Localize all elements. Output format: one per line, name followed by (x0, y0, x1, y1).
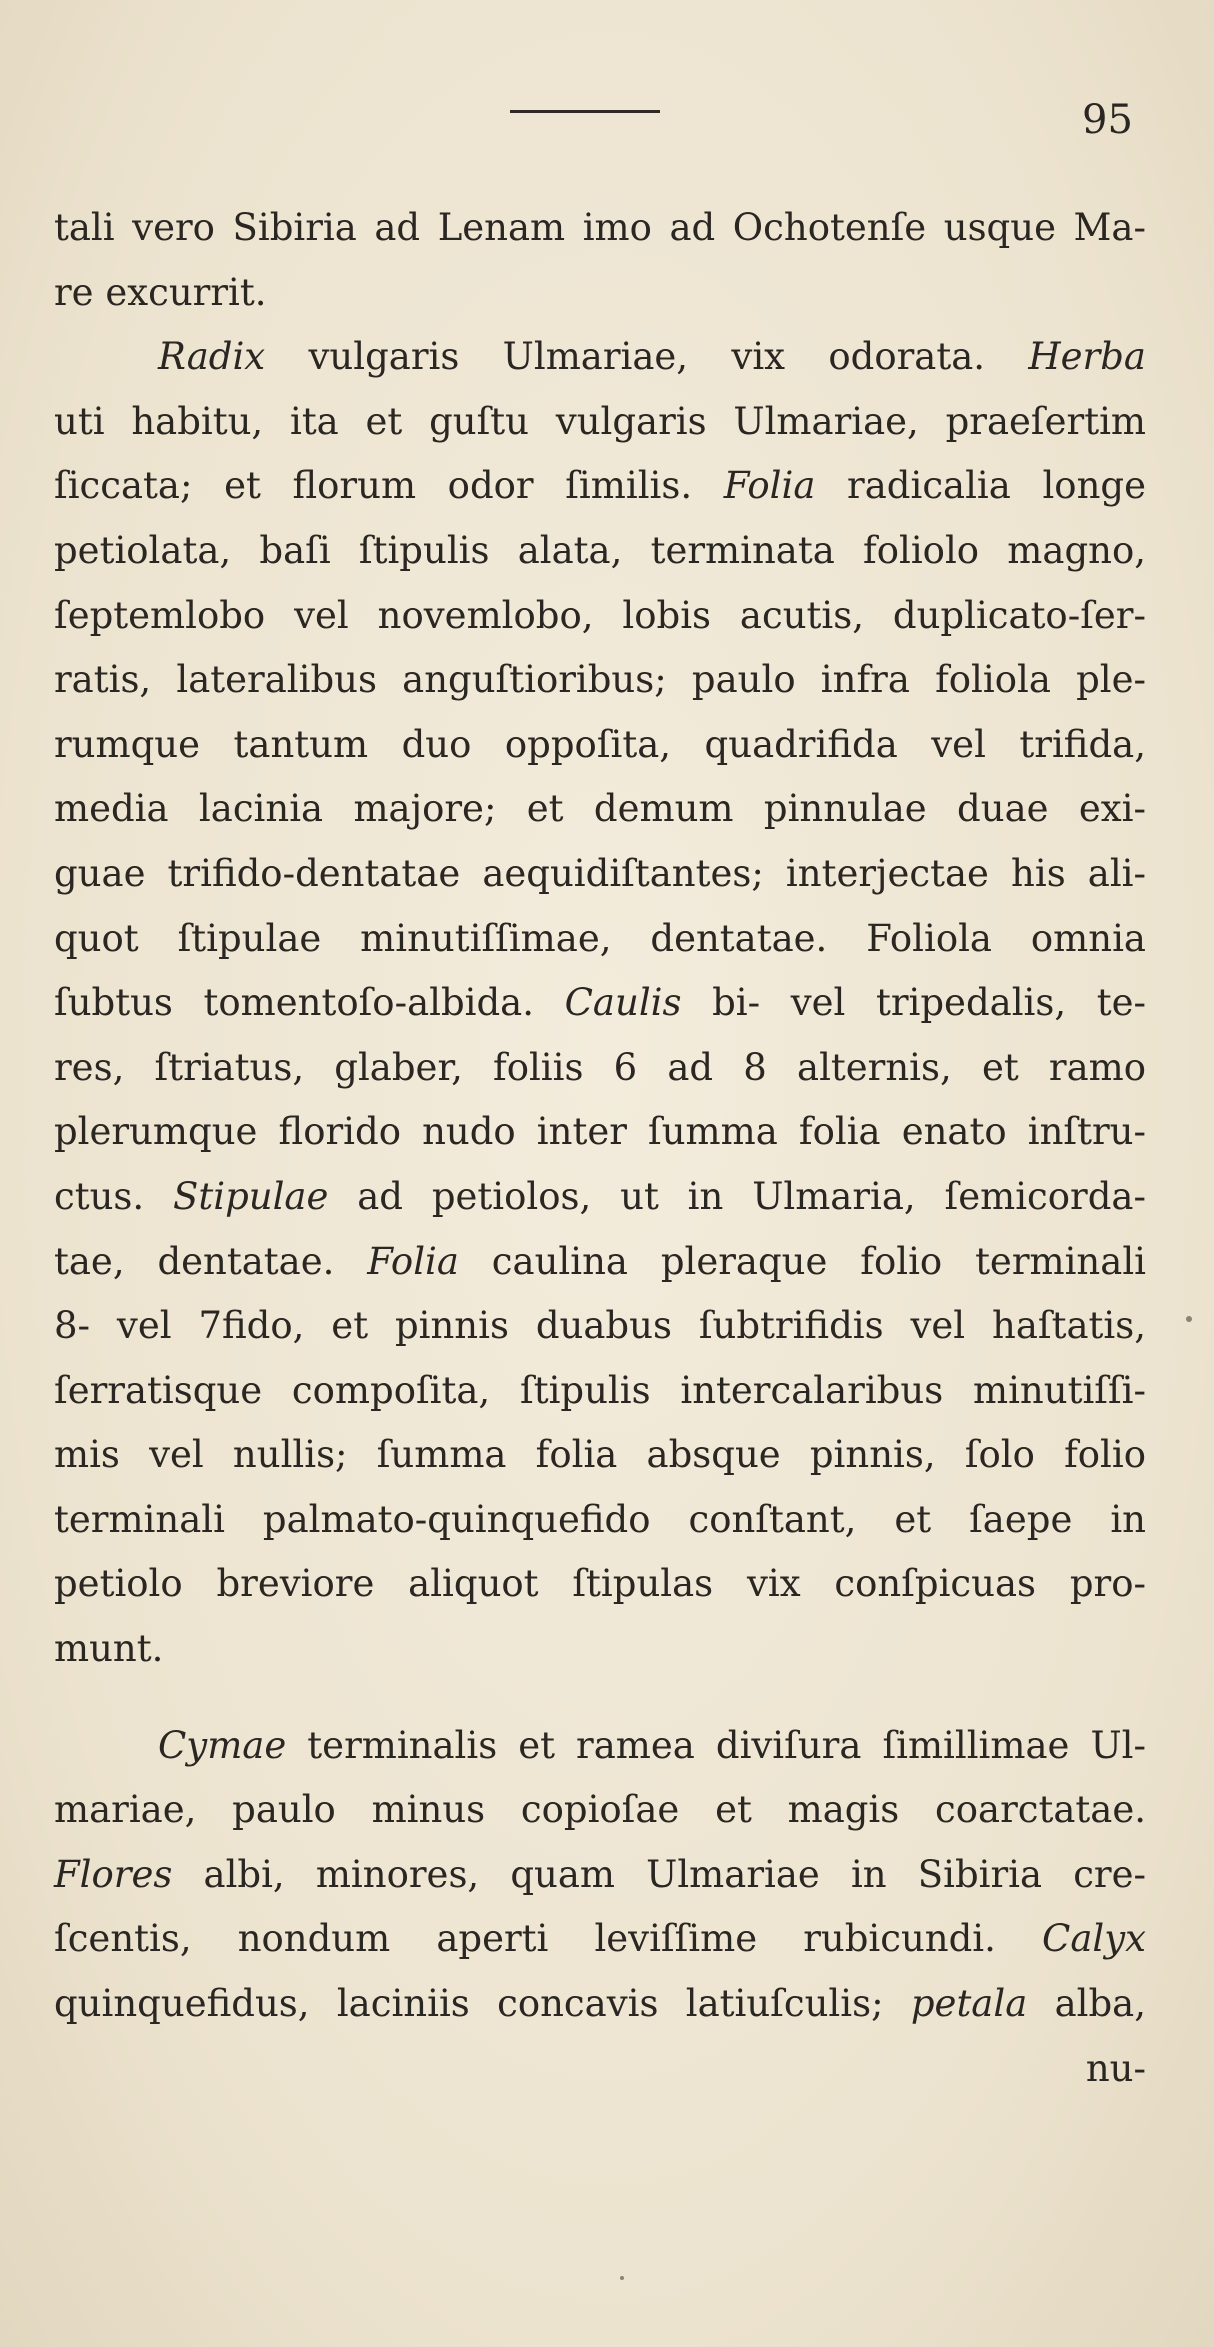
text-line (54, 1165, 1146, 1230)
text-line (54, 584, 1146, 649)
text-segment: tae, dentatae. (54, 1239, 368, 1283)
italic-term: Folia (723, 464, 816, 508)
italic-term: Flores (54, 1852, 173, 1896)
text-line (54, 1778, 1146, 1843)
text-line (54, 907, 1146, 972)
text-segment: caulina pleraque folio terminali (458, 1239, 1146, 1283)
text-line (54, 1972, 1146, 2037)
text-segment: re excurrit. (54, 270, 267, 314)
text-line (54, 1552, 1146, 1617)
italic-term: Calyx (1042, 1917, 1146, 1961)
text-segment: uti habitu, ita et guſtu vulgaris Ulmariae, praeſertim (54, 399, 1146, 443)
text-line (54, 196, 1146, 261)
paragraph-gap (54, 1682, 1146, 1714)
text-line (54, 1359, 1146, 1424)
text-line (54, 1714, 1146, 1779)
text-line (54, 454, 1146, 519)
text-segment: quot ſtipulae minutiſſimae, dentatae. Foliola omnia (54, 916, 1146, 960)
text-segment: ſcentis, nondum aperti leviſſime rubicundi. (54, 1917, 1043, 1961)
text-line (54, 261, 1146, 326)
header-rule (510, 110, 660, 113)
italic-term: Herba (1028, 335, 1146, 379)
page-number: 95 (1082, 97, 1133, 143)
text-line (54, 971, 1146, 1036)
text-segment: vulgaris Ulmariae, vix odorata. (265, 335, 1029, 379)
text-line (54, 390, 1146, 455)
body-text (54, 196, 1146, 2101)
text-segment: radicalia longe (815, 464, 1146, 508)
text-segment: tali vero Sibiria ad Lenam imo ad Ochotenſe usque Ma- (54, 206, 1146, 249)
text-line (54, 2037, 1146, 2102)
text-segment: rumque tantum duo oppoſita, quadrifida vel trifida, (54, 722, 1146, 766)
text-segment: ctus. (54, 1174, 174, 1218)
text-line (54, 1843, 1146, 1908)
text-segment: petiolata, baſi ſtipulis alata, terminata foliolo magno, (54, 528, 1146, 572)
text-segment: 8- vel 7fido, et pinnis duabus ſubtrifidis vel haſtatis, (54, 1304, 1146, 1348)
text-segment: media lacinia majore; et demum pinnulae duae exi- (54, 787, 1146, 831)
text-segment: guae trifido-dentatae aequidiſtantes; interjectae his ali- (54, 851, 1146, 895)
text-segment: terminalis et ramea diviſura ſimillimae Ul- (286, 1723, 1146, 1767)
text-segment: ſeptemlobo vel novemlobo, lobis acutis, duplicato-ſer- (54, 593, 1146, 637)
text-line (54, 842, 1146, 907)
text-line (54, 713, 1146, 778)
text-segment: ſubtus tomentoſo-albida. (54, 981, 565, 1025)
text-segment: terminali palmato-quinquefido conſtant, et ſaepe in (54, 1497, 1146, 1541)
text-segment: nu- (1085, 2046, 1146, 2090)
text-segment: mariae, paulo minus copioſae et magis coarctatae. (54, 1788, 1146, 1832)
text-segment: mis vel nullis; ſumma folia absque pinnis, ſolo folio (54, 1433, 1146, 1477)
text-segment: albi, minores, quam Ulmariae in Sibiria cre- (172, 1852, 1146, 1896)
italic-term: petala (910, 1982, 1028, 2026)
text-segment: bi- vel tripedalis, te- (681, 981, 1146, 1025)
text-line (54, 648, 1146, 713)
speck (1186, 1316, 1192, 1322)
text-line (54, 1100, 1146, 1165)
text-segment: ſiccata; et florum odor ſimilis. (54, 464, 724, 508)
text-line (54, 1036, 1146, 1101)
text-line (54, 1907, 1146, 1972)
text-segment: ſerratisque compoſita, ſtipulis intercalaribus minutiſſi- (54, 1368, 1146, 1412)
text-line (54, 1488, 1146, 1553)
italic-term: Radix (158, 335, 266, 379)
text-segment: ratis, lateralibus anguſtioribus; paulo infra foliola ple- (54, 658, 1146, 702)
text-line (54, 325, 1146, 390)
text-line (54, 1617, 1146, 1682)
text-segment: ad petiolos, ut in Ulmaria, ſemicorda- (328, 1174, 1146, 1218)
italic-term: Folia (367, 1239, 459, 1283)
text-segment: alba, (1027, 1982, 1146, 2026)
text-segment: res, ſtriatus, glaber, foliis 6 ad 8 alternis, et ramo (54, 1045, 1146, 1089)
text-line (54, 1423, 1146, 1488)
text-segment: munt. (54, 1627, 164, 1671)
italic-term: Stipulae (173, 1174, 329, 1218)
text-line (54, 777, 1146, 842)
text-segment: quinquefidus, laciniis concavis latiuſculis; (54, 1982, 911, 2026)
italic-term: Cymae (158, 1723, 287, 1767)
speck (620, 2276, 624, 2280)
italic-term: Caulis (564, 981, 682, 1025)
text-line (54, 519, 1146, 584)
text-segment: plerumque florido nudo inter ſumma folia enato inſtru- (54, 1110, 1146, 1154)
text-line (54, 1230, 1146, 1295)
text-line (54, 1294, 1146, 1359)
text-segment: petiolo breviore aliquot ſtipulas vix conſpicuas pro- (54, 1562, 1146, 1606)
